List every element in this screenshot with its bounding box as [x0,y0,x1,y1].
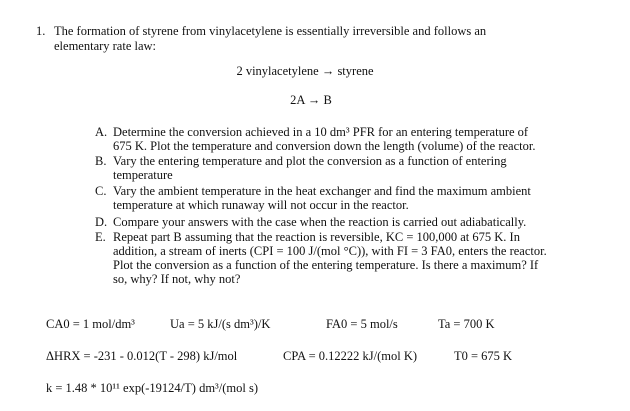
problem-intro-line-2: elementary rate law: [54,39,157,53]
part-text-line: so, why? If not, why not? [113,272,241,286]
param-ta: Ta = 700 K [438,317,495,331]
part-label: D. [95,215,108,229]
param-dhrx: ΔHRX = -231 - 0.012(T - 298) kJ/mol [46,349,238,363]
part-e [95,230,593,286]
part-text-line: temperature at which runaway will not occur in the reactor. [113,198,409,212]
problem-intro-line-1: The formation of styrene from vinylacetylene is essentially irreversible and follows an [54,24,487,38]
part-d [95,215,593,229]
part-text-line: Compare your answers with the case when the reaction is carried out adiabatically. [113,215,527,229]
part-label: C. [95,184,107,198]
part-text-line: 675 K. Plot the temperature and conversion down the length (volume) of the reactor. [113,139,536,153]
part-label: E. [95,230,106,244]
param-t0: T0 = 675 K [454,349,513,363]
part-c [95,184,593,212]
part-text-line: Vary the entering temperature and plot the conversion as a function of entering [113,154,507,168]
part-a [95,125,593,153]
param-fa0: FA0 = 5 mol/s [326,317,398,331]
param-ua: Ua = 5 kJ/(s dm³)/K [170,317,271,331]
reaction-equation-names: 2 vinylacetylene → styrene [236,64,374,78]
part-text-line: Repeat part B assuming that the reaction is reversible, KC = 100,000 at 675 K. In [113,230,520,244]
part-label: B. [95,154,107,168]
part-b [95,154,593,182]
part-text-line: Vary the ambient temperature in the heat exchanger and find the maximum ambient [113,184,531,198]
part-text-line: Determine the conversion achieved in a 10 dm³ PFR for an entering temperature of [113,125,529,139]
part-text-line: addition, a stream of inerts (CPI = 100 J/(mol °C)), with FI = 3 FA0, enters the reactor. [113,244,547,258]
param-ca0: CA0 = 1 mol/dm³ [46,317,135,331]
part-text-line: Plot the conversion as a function of the entering temperature. Is there a maximum? If [113,258,539,272]
part-text-line: temperature [113,168,173,182]
part-label: A. [95,125,108,139]
problem-number: 1. [36,24,46,38]
param-rate-constant: k = 1.48 * 10¹¹ exp(-19124/T) dm³/(mol s) [46,381,259,395]
reaction-equation-symbols: 2A → B [290,93,332,107]
param-cpa: CPA = 0.12222 kJ/(mol K) [283,349,418,363]
